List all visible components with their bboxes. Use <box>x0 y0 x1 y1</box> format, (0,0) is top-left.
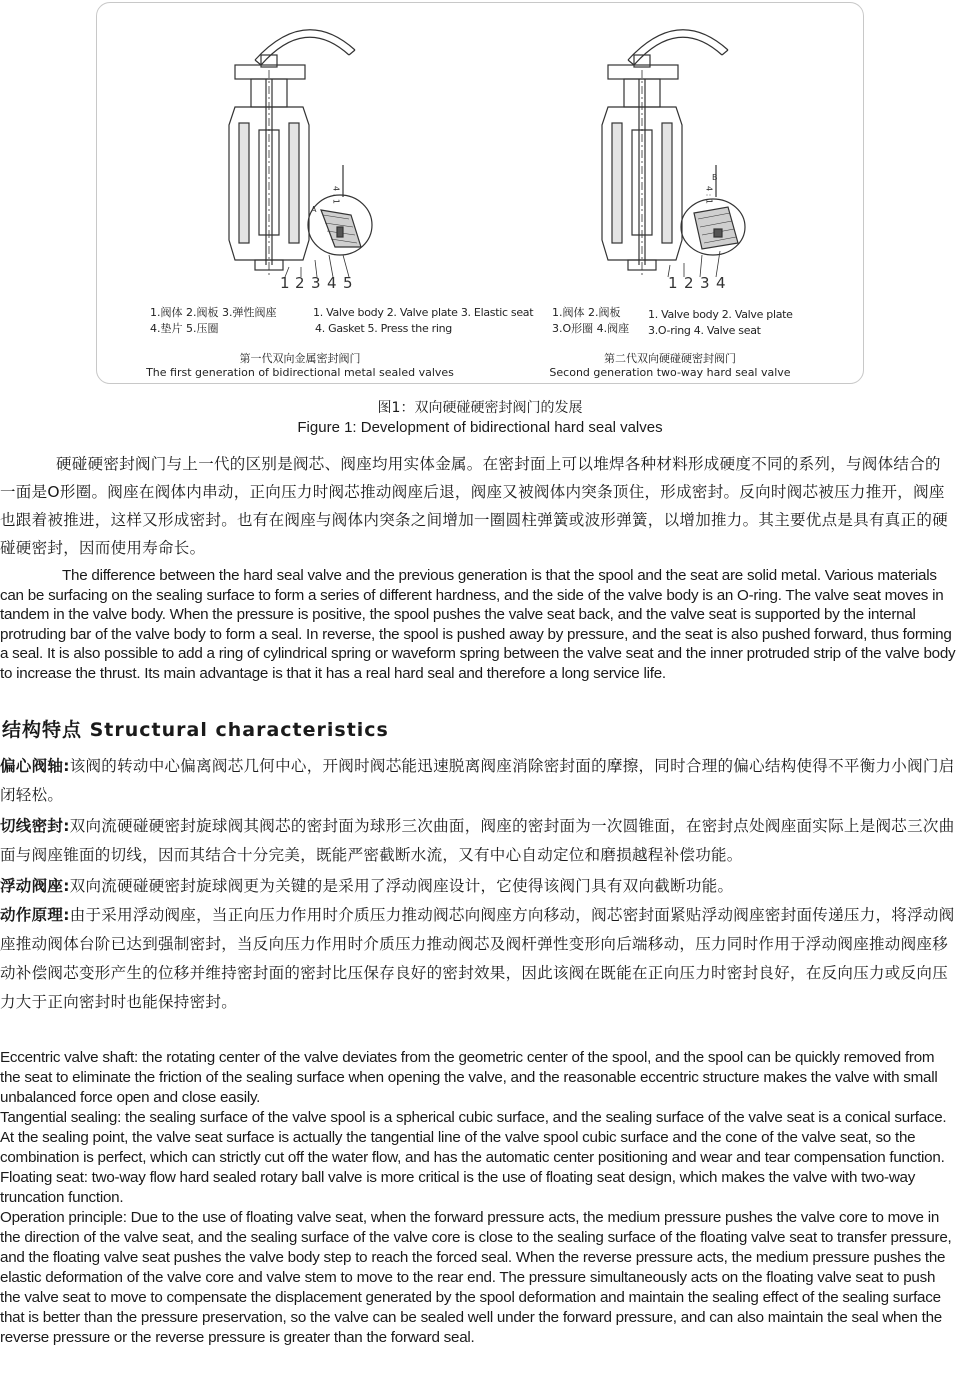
right-detail-label: B <box>712 173 718 182</box>
left-caption-zh: 第一代双向金属密封阀门 <box>239 352 361 365</box>
feature-item-tangential-zh <box>0 812 956 870</box>
left-part-number: 1 <box>280 274 290 290</box>
intro-zh-text: 硬碰硬密封阀门与上一代的区别是阀芯、阀座均用实体金属。在密封面上可以堆焊各种材料形成硬度不同的系列，与阀体结合的一面是O形圈。阀座在阀体内串动，正向压力时阀芯推动阀座后退，阀座又被阀体内突条顶住，形成密封。反向时阀芯被压力推开，阀座也跟着被推进，这样又形成密封。也有在阀座与阀体内突条之间增加一圈圆柱弹簧或波形弹簧，以增加推力。其主要优点是具有真正的硬碰硬密封，因而使用寿命长。 <box>0 455 949 557</box>
legend-line: 1.阀体 2.阀板 <box>552 306 621 319</box>
left-detail-label: A <box>311 205 317 214</box>
right-scale-label: 4 : 1 <box>704 186 714 204</box>
feature-label: 浮动阀座: <box>0 877 70 895</box>
feature-item-floating-seat-zh <box>0 872 956 901</box>
right-part-number: 1 <box>668 274 678 290</box>
feature-label: 动作原理: <box>0 906 70 924</box>
left-caption-en: The first generation of bidirectional metal sealed valves <box>146 366 454 379</box>
right-part-number: 4 <box>716 274 726 290</box>
figure-caption-en: Figure 1: Development of bidirectional hard seal valves <box>297 419 663 436</box>
legend-line: 4.垫片 5.压圈 <box>150 322 219 335</box>
feature-item-floating-seat-en: Floating seat: two-way flow hard sealed rotary ball valve is more critical is the use of floating seat design, which makes the valve with two-way truncation function. <box>0 1169 916 1206</box>
legend-line: 1. Valve body 2. Valve plate <box>648 308 793 321</box>
feature-list-zh <box>0 752 956 1017</box>
left-legend-en <box>313 305 533 337</box>
feature-label: 切线密封: <box>0 817 70 835</box>
feature-item-principle-zh <box>0 901 956 1017</box>
feature-item-tangential-en: Tangential sealing: the sealing surface of the valve spool is a spherical cubic surface, and the sealing surface of the valve seat is a conical surface. At the sealing point, the valve seat surface is actually the tangential line of the valve spool cubic surface and the cone of the valve seat, so the combination is perfect, which can strictly cut off the water flow, and has the automatic center positioning and wear and tear compensation function. <box>0 1109 947 1166</box>
legend-line: 3.O-ring 4. Valve seat <box>648 324 761 337</box>
right-part-number: 3 <box>700 274 710 290</box>
feature-text: 双向流硬碰硬密封旋球阀更为关键的是采用了浮动阀座设计，它使得该阀门具有双向截断功能。 <box>69 877 734 895</box>
legend-line: 1.阀体 2.阀板 3.弹性阀座 <box>150 306 277 319</box>
right-caption-zh: 第二代双向硬碰硬密封阀门 <box>604 352 736 365</box>
right-legend-zh <box>552 305 629 337</box>
intro-en-text: The difference between the hard seal valve and the previous generation is that the spool and the seat are solid metal. Various materials can be surfacing on the sealing surface to form a series of different hardness, and the side of the valve body is an O-ring. The valve seat moves in tandem in the valve body. When the pressure is positive, the spool pushes the valve seat back, and the valve seat is supported by the internal protruding bar of the valve body to form a seal. In reverse, the spool is pushed away by pressure, and the seat is also pushed forward, thus forming a seal. It is also possible to add a ring of cylindrical spring or waveform spring between the valve seat and the inner protruded strip of the valve body to increase the thrust. Its main advantage is that it has a real hard seal and therefore a long service life. <box>0 567 956 682</box>
figure-caption-zh: 图1：双向硬碰硬密封阀门的发展 <box>377 400 583 416</box>
first-gen-valve-drawing <box>225 15 375 290</box>
second-gen-valve-drawing <box>598 15 748 290</box>
feature-item-eccentric-en: Eccentric valve shaft: the rotating center of the valve deviates from the geometric center of the spool, and the spool can be quickly removed from the seat to eliminate the friction of the sealing surface when opening the valve, and the reasonable eccentric structure makes the valve with small unbalanced force open and close easily. <box>0 1049 938 1106</box>
feature-text: 由于采用浮动阀座，当正向压力作用时介质压力推动阀芯向阀座方向移动，阀芯密封面紧贴浮动阀座密封面传递压力，将浮动阀座推动阀体台阶已达到强制密封，当反向压力作用时介质压力推动阀芯及阀杆弹性变形向后端移动，压力同时作用于浮动阀座推动阀座移动补偿阀芯变形产生的位移并维持密封面的密封比压保存良好的密封效果，因此该阀在既能在正向压力时密封良好，在反向压力或反向压力大于正向密封时也能保持密封。 <box>0 906 955 1011</box>
left-part-number: 3 <box>311 274 321 290</box>
left-caption <box>140 352 460 380</box>
feature-list-en <box>0 1048 958 1348</box>
legend-line: 1. Valve body 2. Valve plate 3. Elastic seat <box>313 306 534 319</box>
right-part-number: 2 <box>684 274 694 290</box>
left-part-number: 4 <box>327 274 337 290</box>
right-caption <box>530 352 810 380</box>
figure-caption <box>0 398 960 438</box>
feature-text: 该阀的转动中心偏离阀芯几何中心，开阀时阀芯能迅速脱离阀座消除密封面的摩擦，同时合理的偏心结构使得不平衡力小阀门启闭轻松。 <box>0 757 955 804</box>
feature-label: 偏心阀轴: <box>0 757 70 775</box>
feature-text: 双向流硬碰硬密封旋球阀其阀芯的密封面为球形三次曲面，阀座的密封面为一次圆锥面，在密封点处阀座面实际上是阀芯三次曲面与阀座锥面的切线，因而其结合十分完美，既能严密截断水流，又有中心自动定位和磨损越程补偿功能。 <box>0 817 955 864</box>
left-part-number: 5 <box>343 274 353 290</box>
feature-item-principle-en: Operation principle: Due to the use of floating valve seat, when the forward pressure acts, the medium pressure pushes the valve core to move in the direction of the valve seat, and the sealing surface of the valve core is close to the sealing surface of the floating valve seat to transfer pressure, and the floating valve seat pushes the valve body step to reach the forced seal. When the reverse pressure acts, the medium pressure pushes the elastic deformation of the valve core and valve stem to move to the rear end. The pressure simultaneously acts on the floating valve seat to push the valve seat to move to compensate the displacement generated by the spool deformation and maintain the sealing effect of the sealing surface that is better than the pressure preservation, so the valve can be sealed well under the forward pressure, and can also maintain the seal when the reverse pressure or the reverse pressure is greater than the forward seal. <box>0 1209 952 1346</box>
intro-paragraph-en <box>0 566 958 684</box>
legend-line: 4. Gasket 5. Press the ring <box>315 322 452 335</box>
feature-item-eccentric-zh <box>0 752 956 810</box>
intro-paragraph-zh <box>0 450 956 562</box>
left-legend-zh <box>150 305 276 337</box>
legend-line: 3.O形圈 4.阀座 <box>552 322 630 335</box>
section-heading: 结构特点 Structural characteristics <box>2 719 389 741</box>
left-scale-label: 4 : 1 <box>331 186 341 204</box>
left-part-number: 2 <box>295 274 305 290</box>
right-legend-en <box>648 307 793 339</box>
right-caption-en: Second generation two-way hard seal valve <box>549 366 791 379</box>
